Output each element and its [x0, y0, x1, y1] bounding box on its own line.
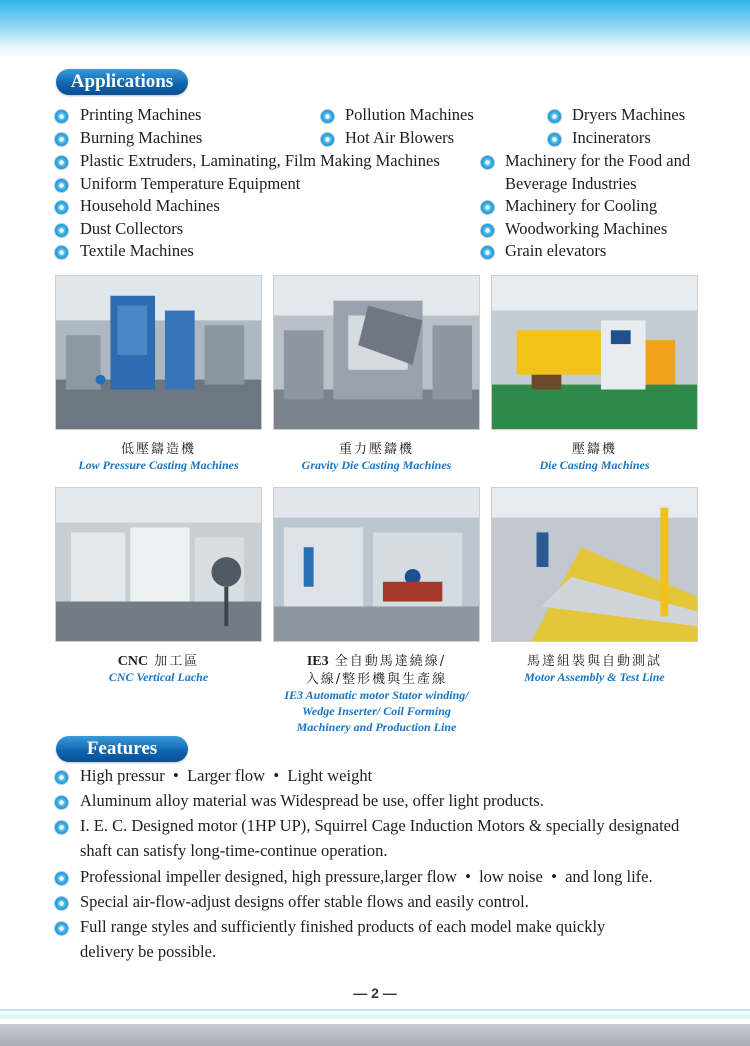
- bullet-icon: [481, 201, 494, 214]
- application-item: Uniform Temperature Equipment: [80, 174, 301, 193]
- bullet-icon: [55, 224, 68, 237]
- application-item: Dryers Machines: [572, 105, 686, 124]
- caption-en: Motor Assembly & Test Line: [524, 670, 665, 684]
- application-item: Machinery for the Food and: [505, 151, 691, 170]
- photo-gravity-die-casting: [273, 275, 480, 430]
- footer-rule: [0, 1014, 750, 1019]
- caption-zh-text: 加工區: [154, 654, 200, 669]
- bullet-icon: [481, 224, 494, 237]
- bullet-icon: [481, 246, 494, 259]
- caption-en: IE3 Automatic motor Stator winding/: [284, 688, 469, 702]
- top-gradient-band: [0, 0, 750, 58]
- caption-en: CNC Vertical Lache: [108, 670, 209, 684]
- bullet-icon: [55, 201, 68, 214]
- caption-zh: 低壓鑄造機: [120, 442, 196, 457]
- photo-motor-assembly: [491, 487, 698, 642]
- caption-zh-line2: 入線/整形機與生產線: [305, 672, 448, 687]
- feature-item: [80, 866, 653, 888]
- caption-zh-text: 全自動馬達繞線/: [334, 654, 447, 669]
- bullet-icon: [55, 897, 68, 910]
- application-item: Incinerators: [572, 128, 651, 147]
- feature-item: [80, 765, 372, 787]
- dot-separator-icon: •: [546, 867, 561, 886]
- application-item: Plastic Extruders, Laminating, Film Making Machines: [80, 151, 440, 170]
- caption-zh: [273, 650, 480, 670]
- application-item: Burning Machines: [80, 128, 203, 147]
- caption-en: Gravity Die Casting Machines: [301, 458, 452, 472]
- photo-ie3-stator-winding: [273, 487, 480, 642]
- feature-item-continued: delivery be possible.: [80, 942, 217, 961]
- feature-item: Aluminum alloy material was Widespread be use, offer light products.: [80, 791, 544, 810]
- bullet-icon: [55, 110, 68, 123]
- application-item: Printing Machines: [80, 105, 202, 124]
- bullet-icon: [55, 922, 68, 935]
- caption-prefix: CNC: [117, 654, 149, 669]
- footer-rule: [0, 1009, 750, 1011]
- application-item: Pollution Machines: [345, 105, 474, 124]
- feature-part: low noise: [479, 867, 543, 886]
- bullet-icon: [55, 872, 68, 885]
- caption-zh: 馬達組裝與自動測試: [526, 654, 662, 669]
- bullet-icon: [55, 771, 68, 784]
- feature-part: Larger flow: [187, 766, 266, 785]
- caption-zh: 重力壓鑄機: [338, 442, 414, 457]
- photo-low-pressure-casting: [55, 275, 262, 430]
- feature-part: High pressur: [80, 766, 165, 785]
- feature-part: Professional impeller designed, high pressure,larger flow: [80, 867, 457, 886]
- application-item-continued: Beverage Industries: [505, 174, 637, 193]
- dot-separator-icon: •: [168, 766, 183, 785]
- application-item: Grain elevators: [505, 241, 607, 260]
- application-item: Woodworking Machines: [505, 219, 668, 238]
- dot-separator-icon: •: [460, 867, 475, 886]
- caption-zh: [55, 650, 262, 670]
- bullet-icon: [55, 246, 68, 259]
- page-number: — 2 —: [353, 985, 397, 1001]
- caption-en: Die Casting Machines: [539, 458, 650, 472]
- bullet-icon: [55, 796, 68, 809]
- bullet-icon: [548, 133, 561, 146]
- features-heading: Features: [56, 736, 188, 762]
- photo-cnc-area: [55, 487, 262, 642]
- bullet-icon: [321, 133, 334, 146]
- feature-item-continued: shaft can satisfy long-time-continue operation.: [80, 841, 388, 860]
- feature-part: Light weight: [287, 766, 373, 785]
- application-item: Hot Air Blowers: [345, 128, 455, 147]
- dot-separator-icon: •: [269, 766, 284, 785]
- bullet-icon: [55, 133, 68, 146]
- caption-prefix: IE3: [306, 654, 329, 669]
- application-item: Dust Collectors: [80, 219, 184, 238]
- bullet-icon: [548, 110, 561, 123]
- caption-en: Low Pressure Casting Machines: [78, 458, 239, 472]
- caption-en-line3: Machinery and Production Line: [296, 720, 457, 734]
- photo-die-casting: [491, 275, 698, 430]
- bullet-icon: [55, 179, 68, 192]
- bullet-icon: [481, 156, 494, 169]
- application-item: Household Machines: [80, 196, 220, 215]
- application-item: Textile Machines: [80, 241, 194, 260]
- bullet-icon: [321, 110, 334, 123]
- bullet-icon: [55, 156, 68, 169]
- caption-en-line2: Wedge Inserter/ Coil Forming: [302, 704, 451, 718]
- footer-band: [0, 1024, 750, 1046]
- applications-heading: Applications: [56, 69, 188, 95]
- feature-item: Full range styles and sufficiently finished products of each model make quickly: [80, 917, 606, 936]
- application-item: Machinery for Cooling: [505, 196, 658, 215]
- bullet-icon: [55, 821, 68, 834]
- feature-part: and long life.: [565, 867, 653, 886]
- feature-item: I. E. C. Designed motor (1HP UP), Squirrel Cage Induction Motors & specially designated: [80, 816, 680, 835]
- feature-item: Special air-flow-adjust designs offer stable flows and easily control.: [80, 892, 529, 911]
- caption-zh: 壓鑄機: [571, 442, 617, 457]
